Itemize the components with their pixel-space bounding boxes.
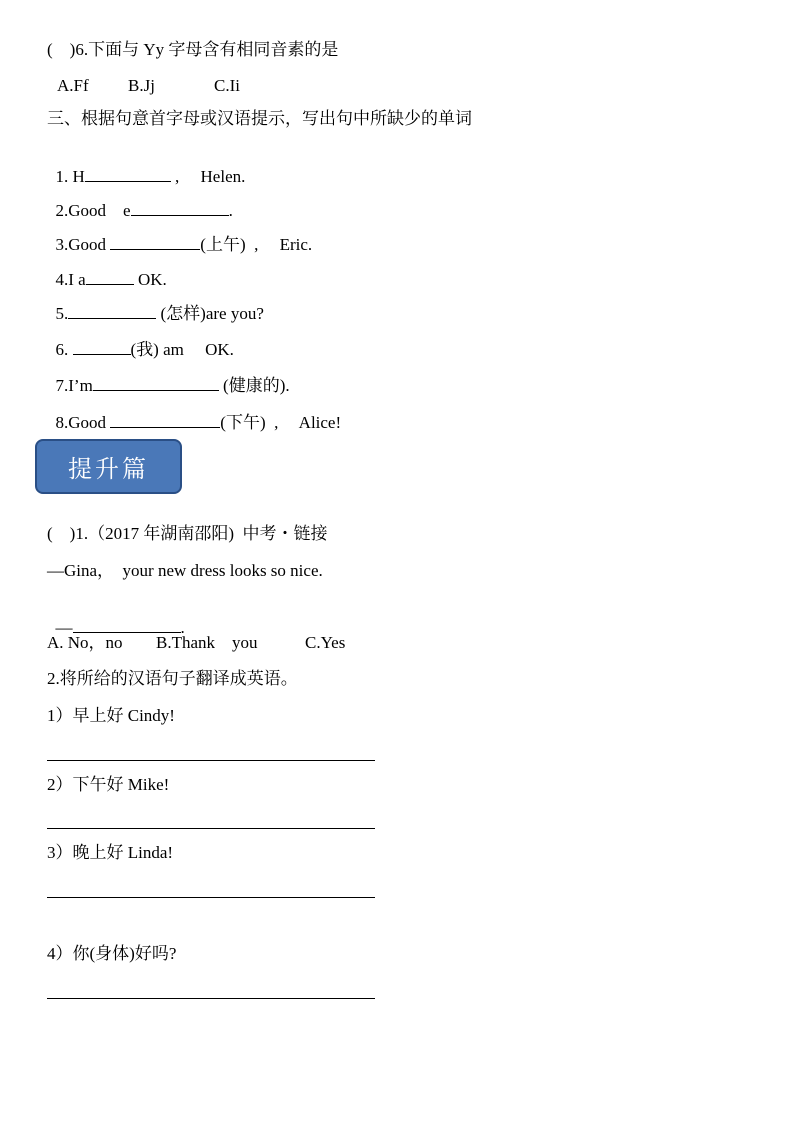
q1-option-c: C.Yes [305, 633, 346, 652]
section-badge: 提升篇 [35, 439, 182, 494]
answer-blank[interactable] [68, 303, 156, 319]
advanced-question-1: ( )1.（2017 年湖南邵阳) 中考・链接 [47, 524, 328, 543]
q6-option-b: B.Jj [128, 76, 155, 95]
fill-item-7 [47, 355, 290, 396]
answer-line[interactable] [47, 760, 375, 761]
fill-item-suffix: (下午) , Alice! [220, 413, 342, 432]
q1-option-a: A. No，no [47, 633, 123, 652]
fill-item-suffix: (上午) , Eric. [200, 235, 313, 254]
q6-option-a: A.Ff [57, 76, 89, 95]
answer-line[interactable] [47, 897, 375, 898]
fill-item-suffix: , Helen. [170, 167, 246, 186]
fill-item-5 [47, 283, 264, 324]
fill-item-suffix: (怎样)are you? [156, 304, 264, 323]
answer-blank[interactable] [73, 339, 131, 355]
answer-line[interactable] [47, 828, 375, 829]
fill-item-prefix: 8.Good [55, 413, 111, 432]
fill-item-6 [47, 319, 234, 360]
fill-item-prefix: 2.Good e [55, 201, 131, 220]
answer-blank[interactable] [93, 375, 219, 391]
translate-item-3: 3）晚上好 Linda! [47, 843, 174, 862]
answer-line[interactable] [47, 998, 375, 999]
fill-item-suffix: OK. [133, 270, 167, 289]
fill-item-prefix: 5. [55, 304, 69, 323]
translate-item-2: 2）下午好 Mike! [47, 775, 170, 794]
fill-item-8 [47, 392, 341, 433]
section-three-heading: 三、根据句意首字母或汉语提示，写出句中所缺少的单词 [47, 109, 472, 128]
answer-blank[interactable] [73, 617, 181, 633]
translate-item-4: 4）你(身体)好吗? [47, 944, 177, 963]
advanced-question-2: 2.将所给的汉语句子翻译成英语。 [47, 669, 298, 688]
fill-item-prefix: 7.I’m [55, 376, 93, 395]
translate-item-1: 1）早上好 Cindy! [47, 706, 175, 725]
fill-item-prefix: 4.I a [55, 270, 86, 289]
answer-blank[interactable] [110, 412, 220, 428]
dialogue-end: . [180, 618, 185, 637]
fill-item-suffix: (我) am OK. [130, 340, 234, 359]
fill-item-prefix: 1. H [55, 167, 85, 186]
dialogue-line-2 [47, 597, 185, 638]
q6-option-c: C.Ii [214, 76, 240, 95]
fill-item-suffix: (健康的). [218, 376, 290, 395]
fill-item-prefix: 6. [55, 340, 73, 359]
question-6: ( )6.下面与 Yy 字母含有相同音素的是 [47, 40, 339, 59]
q1-option-b: B.Thank you [156, 633, 258, 652]
dialogue-line-1: —Gina， your new dress looks so nice. [47, 561, 323, 580]
answer-blank[interactable] [110, 234, 200, 250]
fill-item-prefix: 3.Good [55, 235, 111, 254]
dialogue-dash: — [55, 618, 73, 637]
fill-item-suffix: . [228, 201, 233, 220]
